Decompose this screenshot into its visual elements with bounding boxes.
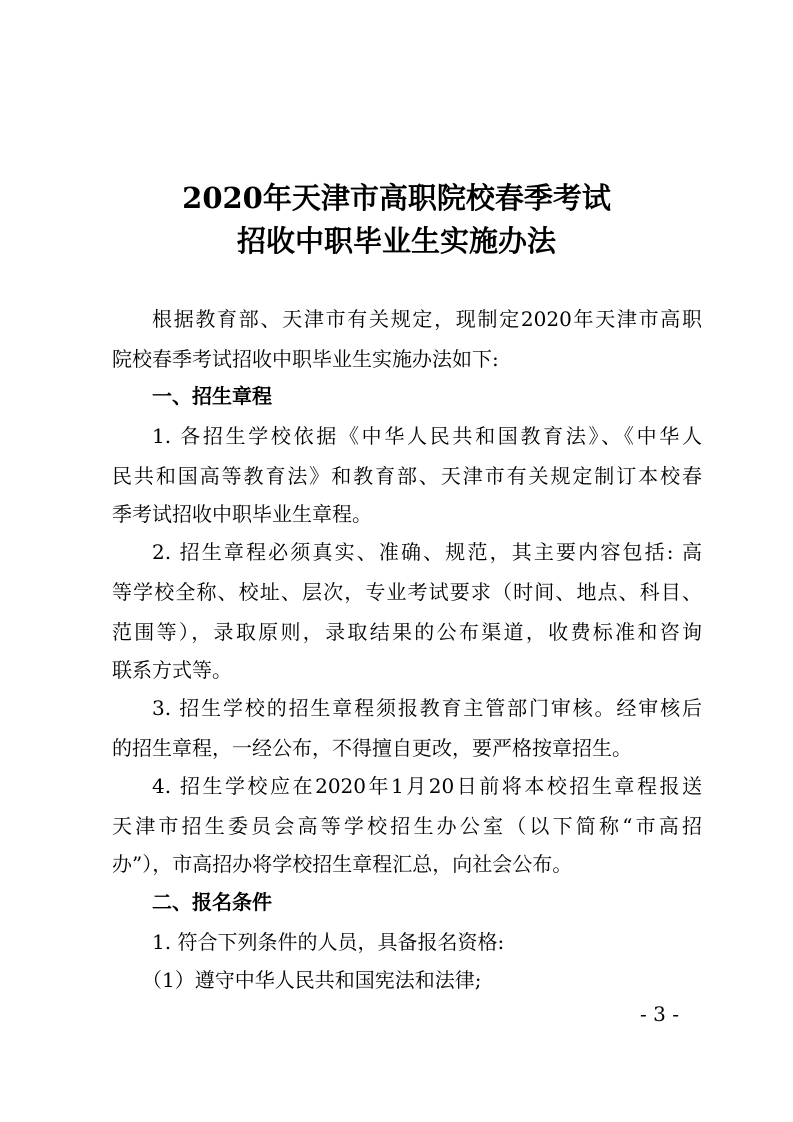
item-1-2-line-4: 联系方式等。 <box>112 658 232 682</box>
paragraph-intro-line-2: 院校春季考试招收中职毕业生实施办法如下: <box>112 347 499 371</box>
section-heading-1: 一、招生章程 <box>152 384 272 408</box>
item-1-1-line-1: 1. 各招生学校依据《中华人民共和国教育法》、《中华人 <box>152 424 702 448</box>
item-1-2-line-2: 等学校全称、校址、层次，专业考试要求（时间、地点、科目、 <box>112 580 702 604</box>
item-1-1-line-3: 季考试招收中职毕业生章程。 <box>112 502 372 526</box>
item-1-1-line-2: 民共和国高等教育法》和教育部、天津市有关规定制订本校春 <box>112 464 702 488</box>
item-1-3-line-1: 3. 招生学校的招生章程须报教育主管部门审核。经审核后 <box>152 696 702 720</box>
section-heading-2: 二、报名条件 <box>152 890 272 914</box>
item-1-4-line-1: 4. 招生学校应在2020年1月20日前将本校招生章程报送 <box>152 774 702 798</box>
item-2-1-line-1: 1. 符合下列条件的人员，具备报名资格: <box>152 930 505 954</box>
document-title-line-1: 2020年天津市高职院校春季考试 <box>182 181 611 215</box>
item-1-4-line-2: 天津市招生委员会高等学校招生办公室（以下简称“市高招 <box>112 814 702 838</box>
item-1-4-line-3: 办”），市高招办将学校招生章程汇总，向社会公布。 <box>112 852 573 876</box>
item-2-1-sub-1: （1）遵守中华人民共和国宪法和法律; <box>142 968 482 992</box>
document-title-line-2: 招收中职毕业生实施办法 <box>236 224 556 258</box>
item-1-2-line-3: 范围等），录取原则，录取结果的公布渠道，收费标准和咨询 <box>112 620 702 644</box>
page-number: - 3 - <box>640 1002 679 1026</box>
item-1-3-line-2: 的招生章程，一经公布，不得擅自更改，要严格按章招生。 <box>112 736 632 760</box>
item-1-2-line-1: 2. 招生章程必须真实、准确、规范，其主要内容包括: 高 <box>152 540 702 564</box>
paragraph-intro-line-1: 根据教育部、天津市有关规定，现制定2020年天津市高职 <box>152 307 702 331</box>
